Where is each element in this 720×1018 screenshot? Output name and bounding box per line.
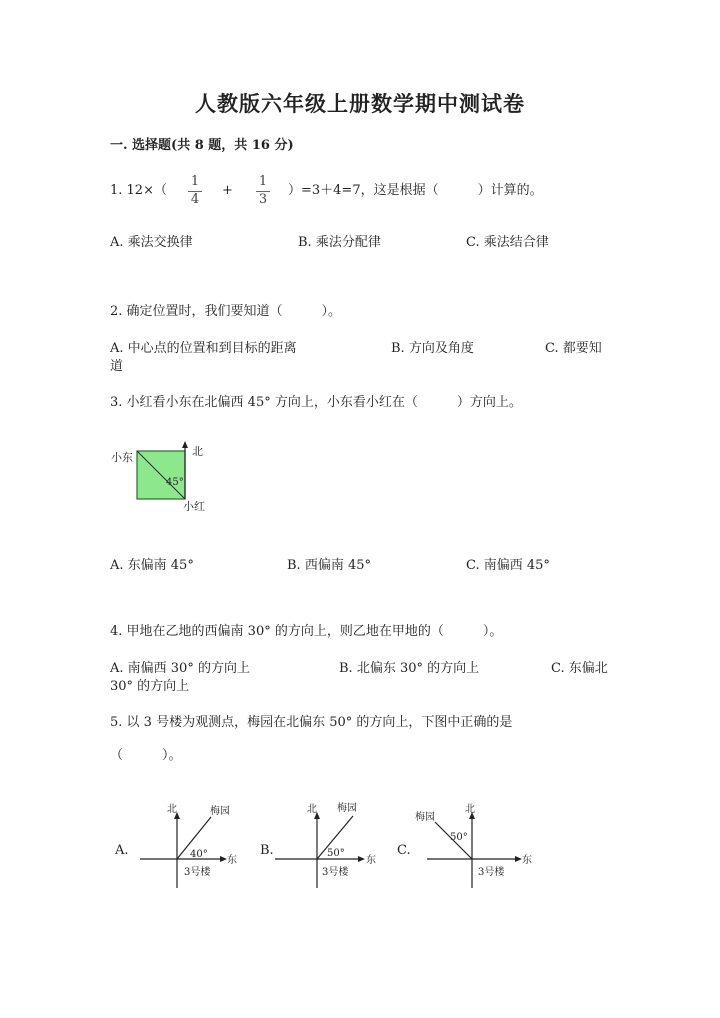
q2-text: 2. 确定位置时，我们要知道（ ）。 <box>110 304 342 319</box>
q5-c-origin-label: 3号楼 <box>478 867 505 878</box>
q5-a-north-label: 北 <box>167 804 177 815</box>
q5-b-angle-label: 50° <box>327 848 345 859</box>
q2-option-c-wrap: 道 <box>110 359 124 374</box>
q1-option-b: B. 乘法分配律 <box>298 235 381 250</box>
q5-a-east-label: 东 <box>227 855 237 866</box>
section-heading: 一. 选择题(共 8 题，共 16 分) <box>110 138 294 153</box>
q2-option-c: C. 都要知 <box>545 341 602 356</box>
q1-frac1-den: 4 <box>190 192 200 207</box>
q1-frac2-num: 1 <box>258 174 268 189</box>
q1-plus: + <box>222 183 233 198</box>
q3-label-xiaohong: 小红 <box>183 500 205 513</box>
q1-fraction-2 <box>254 174 272 209</box>
q4-text: 4. 甲地在乙地的西偏南 30° 的方向上，则乙地在甲地的（ ）。 <box>110 624 503 639</box>
q5-b-east-label: 东 <box>366 855 376 866</box>
q5-c-east-arrow-icon <box>515 856 522 862</box>
q1-prefix: 1. 12×（ <box>110 183 167 198</box>
q5-b-east-arrow-icon <box>358 856 365 862</box>
q5-a-target-label: 梅园 <box>210 806 230 817</box>
q5-a-origin-label: 3号楼 <box>184 867 211 878</box>
q4-option-b: B. 北偏东 30° 的方向上 <box>339 661 480 676</box>
q3-label-angle: 45° <box>166 477 184 488</box>
q4-option-a: A. 南偏西 30° 的方向上 <box>110 661 250 676</box>
q5-b-origin-label: 3号楼 <box>322 867 349 878</box>
q5-b-letter: B. <box>260 843 274 858</box>
q2-option-b: B. 方向及角度 <box>391 341 474 356</box>
page-title: 人教版六年级上册数学期中测试卷 <box>195 91 525 116</box>
q3-option-c: C. 南偏西 45° <box>466 558 550 573</box>
q5-c-east-label: 东 <box>522 855 532 866</box>
q5-diagram-a <box>110 798 250 898</box>
q5-b-north-label: 北 <box>307 804 317 815</box>
q2-option-a: A. 中心点的位置和到目标的距离 <box>110 341 297 356</box>
q4-option-c: C. 东偏北 <box>551 661 608 676</box>
q5-diagram-b <box>255 798 395 898</box>
q1-frac1-num: 1 <box>190 174 200 189</box>
q4-option-c-wrap: 30° 的方向上 <box>110 679 190 694</box>
q5-text: 5. 以 3 号楼为观测点，梅园在北偏东 50° 的方向上，下图中正确的是 <box>110 715 513 730</box>
q1-suffix: ）=3＋4=7，这是根据（ ）计算的。 <box>288 183 543 198</box>
q5-b-target-label: 梅园 <box>337 803 357 814</box>
q5-a-letter: A. <box>115 843 129 858</box>
q3-north-arrow-icon <box>182 441 188 448</box>
q3-label-xiaodong: 小东 <box>111 451 133 464</box>
q5-text-line2: （ ）。 <box>110 748 182 763</box>
q5-a-angle-label: 40° <box>190 849 208 860</box>
q5-diagram-c <box>395 798 545 898</box>
q1-option-a: A. 乘法交换律 <box>110 235 193 250</box>
q3-text: 3. 小红看小东在北偏西 45° 方向上，小东看小红在（ ）方向上。 <box>110 395 522 410</box>
q5-c-target-label: 梅园 <box>415 812 435 823</box>
q1-fraction-1 <box>186 174 204 209</box>
q3-label-north: 北 <box>192 445 203 458</box>
q5-c-angle-label: 50° <box>450 832 468 843</box>
q3-option-b: B. 西偏南 45° <box>287 558 371 573</box>
q3-figure <box>105 440 225 520</box>
q3-option-a: A. 东偏南 45° <box>110 558 194 573</box>
q5-c-north-label: 北 <box>465 804 475 815</box>
q5-c-letter: C. <box>397 843 411 858</box>
q1-frac2-den: 3 <box>258 192 268 207</box>
q1-option-c: C. 乘法结合律 <box>466 235 549 250</box>
q5-a-east-arrow-icon <box>220 856 227 862</box>
